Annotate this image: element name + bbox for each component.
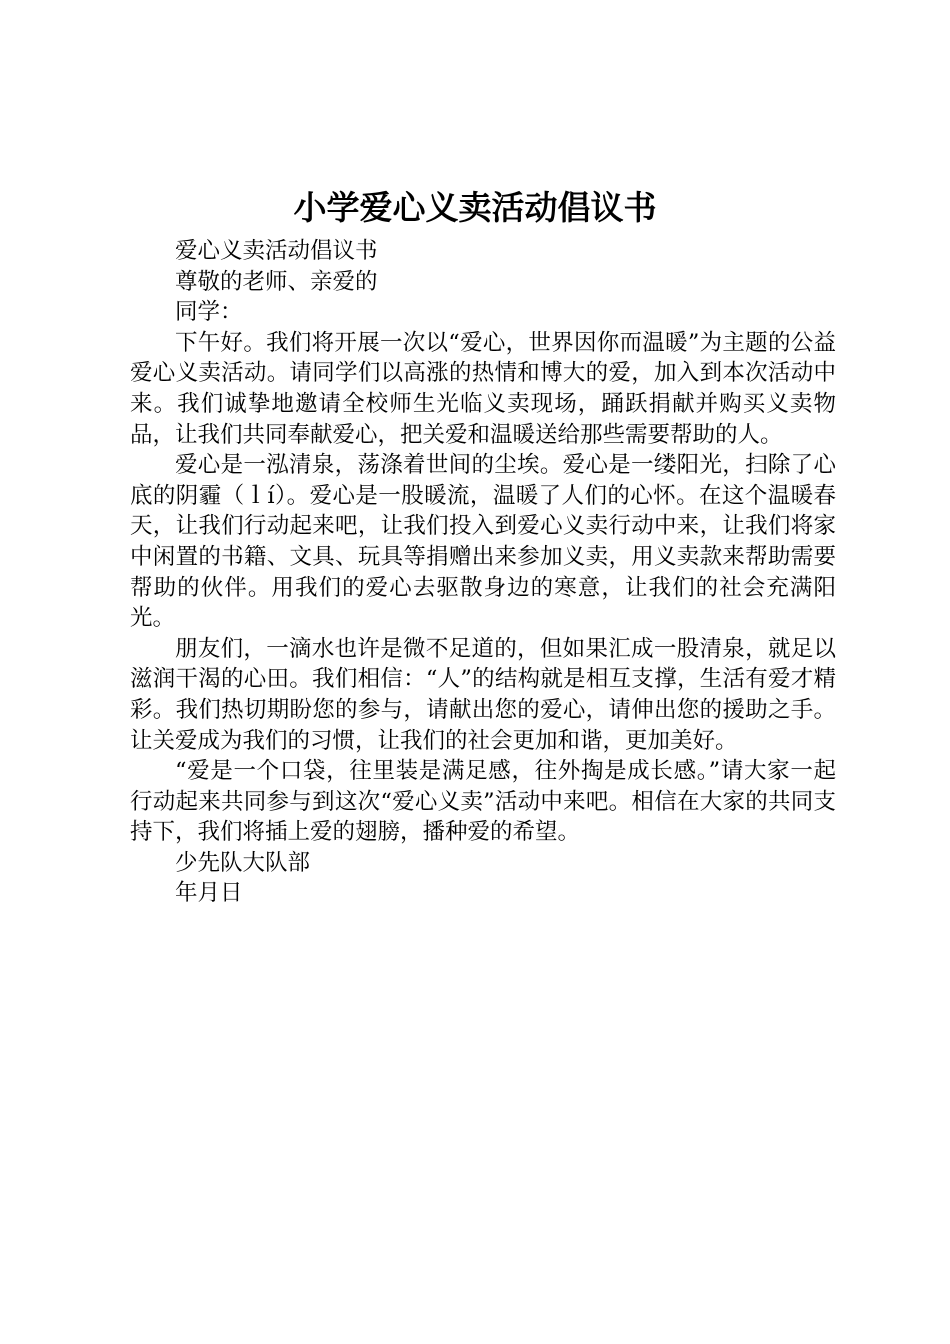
paragraph-quote: “爱是一个口袋，往里装是满足感，往外掏是成长感。”请大家一起行动起来共同参与到这次“爱心义卖”活动中来吧。相信在大家的共同支持下，我们将插上爱的翅膀，播种爱的希望。 — [130, 758, 836, 846]
document-body — [130, 236, 836, 909]
paragraph-greeting: 下午好。我们将开展一次以“爱心，世界因你而温暖”为主题的公益爱心义卖活动。请同学们以高涨的热情和博大的爱，加入到本次活动中来。我们诚挚地邀请全校师生光临义卖现场，踊跃捐献并购买义卖物品，让我们共同奉献爱心，把关爱和温暖送给那些需要帮助的人。 — [130, 329, 836, 448]
document-title: 小学爱心义卖活动倡议书 — [293, 188, 657, 227]
signature-organization: 少先队大队部 — [175, 849, 311, 876]
salutation-line-2: 同学： — [175, 299, 243, 326]
paragraph-friends: 朋友们，一滴水也许是微不足道的，但如果汇成一股清泉，就足以滋润干渴的心田。我们相信：“人”的结构就是相互支撑，生活有爱才精彩。我们热切期盼您的参与，请献出您的爱心，请伸出您的援助之手。让关爱成为我们的习惯，让我们的社会更加和谐，更加美好。 — [130, 635, 836, 754]
doc-heading-line: 爱心义卖活动倡议书 — [175, 238, 378, 264]
salutation-line-1: 尊敬的老师、亲爱的 — [175, 268, 378, 295]
paragraph-love: 爱心是一泓清泉，荡涤着世间的尘埃。爱心是一缕阳光，扫除了心底的阴霾（ｌí）。爱心是一股暖流，温暖了人们的心怀。在这个温暖春天，让我们行动起来吧，让我们投入到爱心义卖行动中来，让我们将家中闲置的书籍、文具、玩具等捐赠出来参加义卖，用义卖款来帮助需要帮助的伙伴。用我们的爱心去驱散身边的寒意，让我们的社会充满阳光。 — [130, 452, 836, 632]
signature-date: 年月日 — [175, 880, 243, 907]
